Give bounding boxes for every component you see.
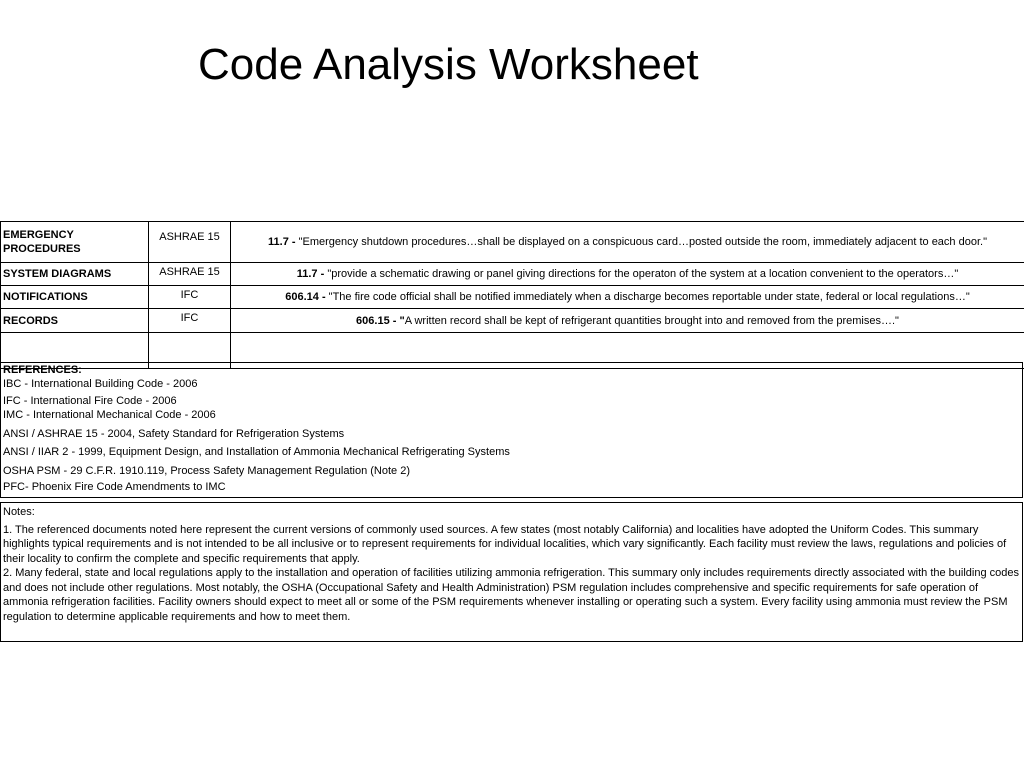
code-cell: IFC	[149, 286, 231, 309]
requirement-text: "Emergency shutdown procedures…shall be displayed on a conspicuous card…posted outside the room, immediately adjacent to each door."	[295, 236, 987, 248]
notes-heading: Notes:	[3, 506, 35, 518]
table-row	[1, 263, 1024, 286]
section-number: 606.14 -	[285, 291, 326, 303]
page-title: Code Analysis Worksheet	[198, 40, 699, 89]
requirement-text: "The fire code official shall be notified immediately when a discharge becomes reportable under state, federal or local regulations…"	[325, 291, 970, 303]
section-number: 606.15 - "	[356, 314, 405, 327]
reference-item: ANSI / IIAR 2 - 1999, Equipment Design, and Installation of Ammonia Mechanical Refrigerating Systems	[3, 446, 510, 458]
topic-cell: RECORDS	[1, 309, 149, 333]
reference-item: OSHA PSM - 29 C.F.R. 1910.119, Process Safety Management Regulation (Note 2)	[3, 465, 410, 477]
code-cell: ASHRAE 15	[149, 222, 231, 263]
requirement-text: "provide a schematic drawing or panel giving directions for the operaton of the system at a location convenient to the operators…"	[324, 268, 959, 280]
table-row	[1, 309, 1024, 333]
topic-cell: SYSTEM DIAGRAMS	[1, 263, 149, 286]
section-number: 11.7 -	[296, 268, 325, 280]
references-heading: REFERENCES:	[3, 364, 82, 376]
code-cell: IFC	[149, 309, 231, 333]
reference-item: IMC - International Mechanical Code - 2006	[3, 409, 216, 421]
requirement-text: A written record shall be kept of refrigerant quantities brought into and removed from the premises…."	[404, 314, 899, 327]
reference-item: PFC- Phoenix Fire Code Amendments to IMC	[3, 481, 226, 493]
notes-section	[0, 502, 1023, 642]
reference-item: ANSI / ASHRAE 15 - 2004, Safety Standard for Refrigeration Systems	[3, 428, 345, 440]
reference-item: IBC - International Building Code - 2006	[3, 378, 198, 390]
requirement-cell	[231, 309, 1024, 333]
note-item: 2. Many federal, state and local regulations apply to the installation and operation of facilities utilizing ammonia refrigeration. This summary only includes requirements directly associated with the building codes and does not include other regulations. Most notably, the OSHA (Occupational Safety and Health Administration) PSM regulation includes comprehensive and specific requirements for safe operation of ammonia refrigeration facilities. Facility owners should expect to meet all or some of the PSM requirements whenever installing or operating such a system. Every facility using ammonia must review the PSM regulation to determine applicable requirements and how to meet them.	[3, 567, 1020, 623]
requirement-cell	[231, 286, 1024, 309]
requirement-cell	[231, 263, 1024, 286]
requirement-cell	[231, 222, 1024, 263]
reference-item: IFC - International Fire Code - 2006	[3, 395, 177, 407]
code-cell: ASHRAE 15	[149, 263, 231, 286]
table-row	[1, 222, 1024, 263]
topic-cell: NOTIFICATIONS	[1, 286, 149, 309]
code-requirements-table	[0, 221, 1024, 369]
section-number: 11.7 -	[268, 236, 296, 248]
table-row	[1, 286, 1024, 309]
references-section	[0, 362, 1023, 498]
topic-cell: EMERGENCY PROCEDURES	[1, 222, 149, 263]
note-item: 1. The referenced documents noted here represent the current versions of commonly used sources. A few states (most notably California) and localities have adopted the Uniform Codes. This summary highlights typical requirements and is not intended to be all inclusive or to represent requirements for individual localities, which vary significantly. Each facility must review the laws, regulations and policies of their locality to confirm the complete and specific requirements that apply.	[3, 523, 1007, 565]
